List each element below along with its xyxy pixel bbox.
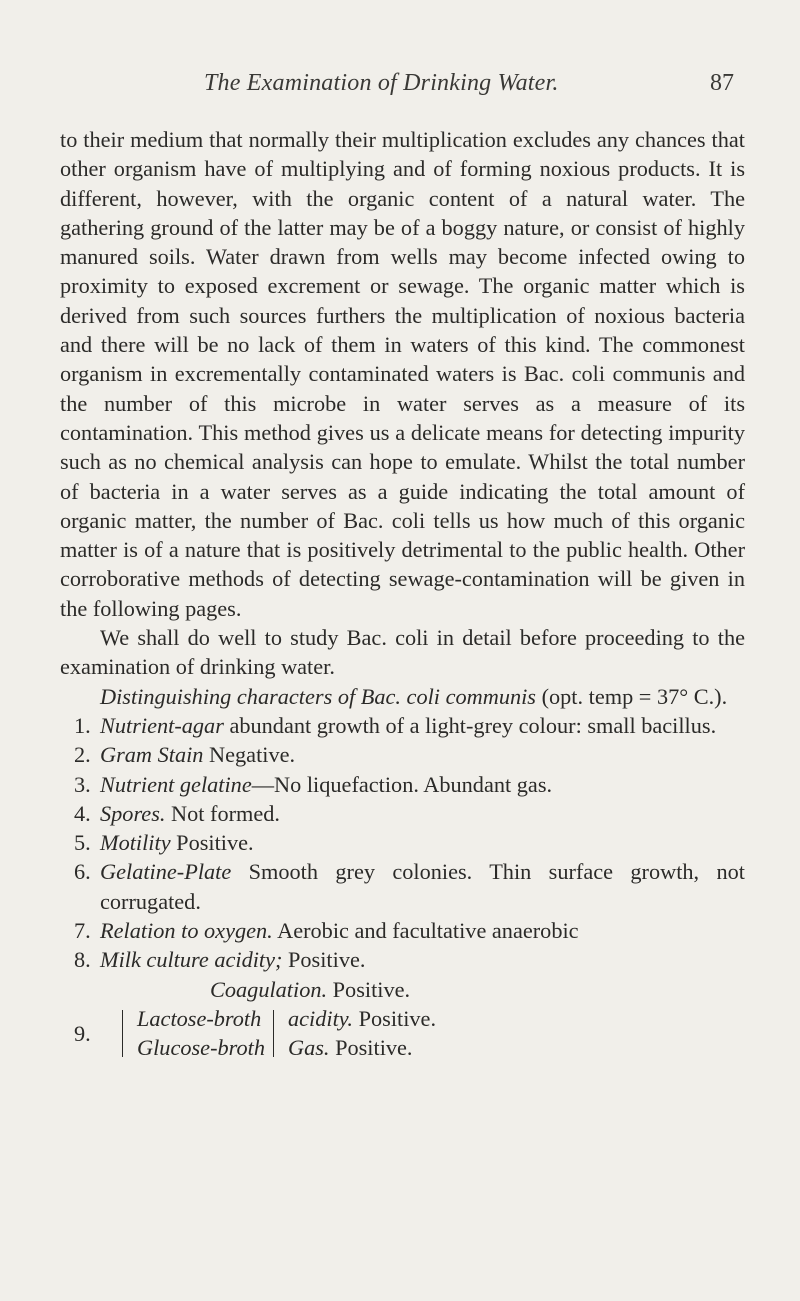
item-number: 2. (74, 742, 91, 768)
coagulation-line (60, 975, 745, 1004)
item-text: Positive. (170, 830, 254, 856)
section-heading-italic: Distinguishing characters of Bac. coli communis (100, 683, 536, 709)
medium-lactose: Lactose-broth (137, 1005, 262, 1031)
list-item (60, 770, 745, 799)
right-brace (273, 1010, 280, 1057)
item-number: 3. (74, 771, 91, 797)
list-item (60, 916, 745, 945)
item-number: 5. (74, 830, 91, 856)
section-heading-rest: (opt. temp = 37° C.). (536, 683, 728, 709)
item-label: Relation to oxygen. (100, 918, 273, 944)
list-item (60, 828, 745, 857)
item-label: Gram Stain (100, 742, 204, 768)
result-label: acidity. (287, 1005, 354, 1031)
item-label: Nutrient gelatine (100, 771, 252, 797)
item-label: Nutrient-agar (100, 712, 224, 738)
paragraph-2: We shall do well to study Bac. coli in detail before proceeding to the examination of drinking water. (60, 625, 745, 680)
item-text: abundant growth of a light-grey colour: small bacillus. (223, 712, 717, 738)
result-label: Gas. (287, 1035, 330, 1061)
item-text: Positive. (282, 947, 366, 973)
item-number: 4. (74, 800, 91, 826)
list-item (60, 945, 745, 974)
list-item (60, 799, 745, 828)
coagulation-text: Positive. (327, 976, 411, 1002)
item-label: Motility (100, 830, 171, 856)
list-item (60, 711, 745, 740)
medium-glucose: Glucose-broth (137, 1035, 265, 1061)
item-number: 6. (74, 859, 91, 885)
item-number: 8. (74, 947, 91, 973)
item-number: 7. (74, 918, 91, 944)
coagulation-label: Coagulation. (210, 976, 328, 1002)
item-text: Negative. (203, 742, 296, 768)
section-heading (60, 682, 745, 711)
item-text: Aerobic and facultative anaerobic (272, 918, 579, 944)
page-number: 87 (710, 70, 734, 96)
item-label: Milk culture acidity; (100, 947, 283, 973)
item-label: Spores. (100, 800, 166, 826)
page-header (0, 70, 800, 110)
page-body (60, 125, 745, 1063)
item-number: 9. (74, 1020, 91, 1046)
result-text: Positive. (329, 1035, 413, 1061)
item-text: Not formed. (165, 800, 281, 826)
media-column (137, 1004, 265, 1063)
item-number: 1. (74, 712, 91, 738)
item-9 (60, 1004, 745, 1063)
item-text: Smooth grey colonies. Thin surface growth, not corrugated. (100, 859, 745, 914)
item-label: Gelatine-Plate (100, 859, 232, 885)
left-brace (122, 1010, 129, 1057)
result-gas (288, 1033, 436, 1062)
item-text: —No liquefaction. Abundant gas. (251, 771, 553, 797)
list-item (60, 857, 745, 916)
characters-list (60, 711, 745, 975)
result-acidity (288, 1004, 436, 1033)
paragraph-1: to their medium that normally their multiplication excludes any chances that other organism have of multiplying and of forming noxious products. It is different, however, with the organic content of a natural water. The gathering ground of the latter may be of a boggy nature, or consist of highly manured soils. Water drawn from wells may become infected owing to proximity to exposed excrement or sewage. The organic matter which is derived from such sources furthers the multiplication of noxious bacteria and there will be no lack of them in waters of this kind. The commonest organism in excrementally contaminated waters is Bac. coli communis and the number of this microbe in water serves as a measure of its contamination. This method gives us a delicate means for detecting impurity such as no chemical analysis can hope to emulate. Whilst the total number of bacteria in a water serves as a guide indicating the total amount of organic matter, the number of Bac. coli tells us how much of this organic matter is of a nature that is positively detrimental to the public health. Other corroborative methods of detecting sewage-contamination will be given in the following pages. (60, 127, 745, 621)
results-column (288, 1004, 436, 1063)
result-text: Positive. (353, 1005, 437, 1031)
list-item (60, 740, 745, 769)
running-title: The Examination of Drinking Water. (204, 70, 559, 96)
brace-grid (122, 1004, 745, 1063)
